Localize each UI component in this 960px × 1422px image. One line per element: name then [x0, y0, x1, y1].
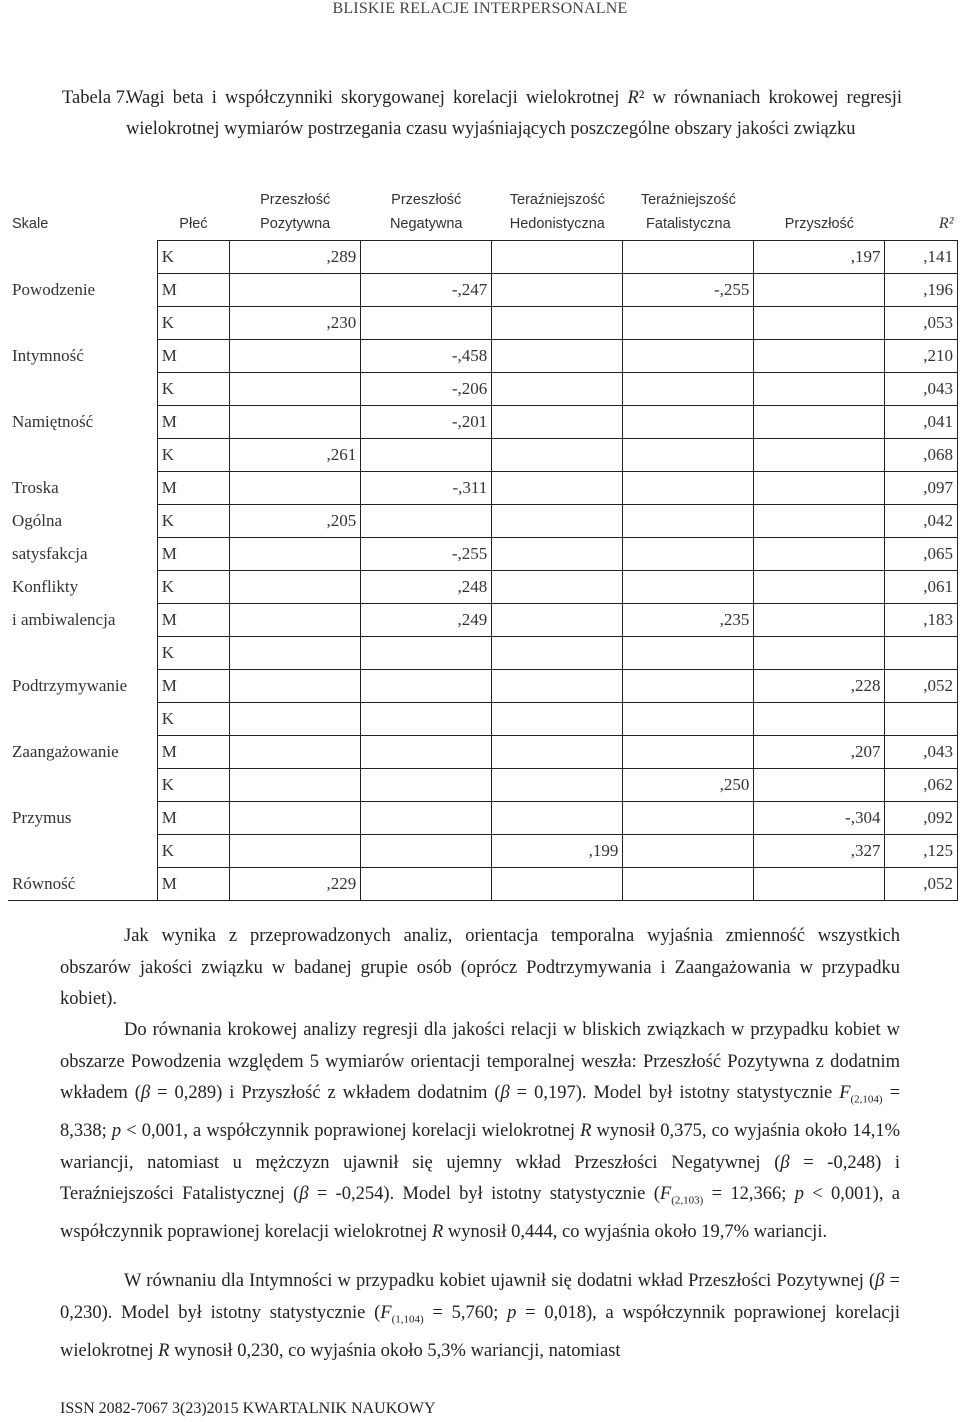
header-cell: Płeć	[179, 216, 208, 232]
value-cell	[361, 670, 492, 703]
row-label	[8, 769, 157, 802]
value-cell: ,261	[230, 439, 361, 472]
row-label: Namiętność	[12, 412, 94, 431]
value-cell	[492, 604, 623, 637]
row-label: i ambiwalencja	[12, 610, 116, 629]
paragraph-1: Jak wynika z przeprowadzonych analiz, orientacja temporalna wyjaśnia zmienność wszystkich obszarów jakości związku w badanej grupie osób (oprócz Podtrzymywania i Zaangażowania w przypadku kobiet).	[60, 926, 900, 1009]
table-row	[8, 307, 958, 340]
value-cell	[230, 637, 361, 670]
value-cell	[361, 769, 492, 802]
sex-cell: K	[157, 307, 229, 340]
value-cell	[230, 670, 361, 703]
value-cell	[623, 241, 754, 274]
value-cell	[623, 307, 754, 340]
row-label: Podtrzymywanie	[12, 676, 128, 695]
table-row	[8, 340, 958, 373]
value-cell: ,228	[754, 670, 885, 703]
sex-cell: M	[157, 274, 229, 307]
value-cell	[492, 670, 623, 703]
value-cell	[492, 538, 623, 571]
value-cell: ,042	[885, 505, 958, 538]
value-cell	[754, 373, 885, 406]
value-cell	[492, 406, 623, 439]
value-cell: ,061	[885, 571, 958, 604]
row-label: Konflikty	[12, 577, 79, 596]
value-cell	[623, 505, 754, 538]
value-cell	[623, 340, 754, 373]
header-cell: Przeszłość	[391, 192, 462, 208]
value-cell	[754, 538, 885, 571]
value-cell	[492, 637, 623, 670]
value-cell: ,183	[885, 604, 958, 637]
value-cell	[623, 439, 754, 472]
value-cell	[754, 274, 885, 307]
table-header-row-1	[8, 174, 958, 208]
sex-cell: K	[157, 439, 229, 472]
sex-cell: M	[157, 340, 229, 373]
sex-cell: K	[157, 373, 229, 406]
value-cell	[623, 637, 754, 670]
value-cell: ,043	[885, 736, 958, 769]
value-cell	[492, 307, 623, 340]
sex-cell: M	[157, 736, 229, 769]
table-row	[8, 703, 958, 736]
row-label: Przymus	[12, 808, 72, 827]
value-cell	[230, 736, 361, 769]
sex-cell: K	[157, 835, 229, 868]
table-row	[8, 670, 958, 703]
sex-cell: K	[157, 505, 229, 538]
row-label: Równość	[8, 868, 157, 901]
table-row	[8, 439, 958, 472]
value-cell	[754, 703, 885, 736]
value-cell	[492, 571, 623, 604]
regression-table	[8, 174, 958, 901]
table-row	[8, 241, 958, 274]
row-label: Intymność	[12, 346, 84, 365]
value-cell	[230, 472, 361, 505]
value-cell: ,199	[492, 835, 623, 868]
row-label	[8, 241, 157, 274]
value-cell	[492, 769, 623, 802]
header-cell: Teraźniejszość	[509, 192, 605, 208]
value-cell	[492, 472, 623, 505]
row-label: Troska	[12, 478, 59, 497]
header-cell: Przeszłość	[260, 192, 331, 208]
table-caption	[62, 83, 902, 145]
sex-cell: K	[157, 241, 229, 274]
sex-cell: M	[157, 406, 229, 439]
value-cell	[230, 406, 361, 439]
paragraph-2: Do równania krokowej analizy regresji dla jakości relacji w bliskich związkach w przypadku kobiet w obszarze Powodzenia względem 5 wymiarów orientacji temporalnej weszła: Przeszłość Pozytywna z dodatnim wkładem (β = 0,289) i Przyszłość z wkładem dodatnim (β = 0,197). Model był istotny statystycznie $F_{(2,104)} = 8,338$; p < 0,001, a współczynnik poprawionej korelacji wielokrotnej R wynosił 0,375, co wyjaśnia około 14,1% wariancji, natomiast u mężczyzn ujawnił się ujemny wkład Przeszłości Negatywnej (β = -0,248) i Teraźniejszości Fatalistycznej (β = -0,254). Model był istotny statystycznie ($F_{(2,103)} = 12,366$; p < 0,001), a współczynnik poprawionej korelacji wielokrotnej R wynosił 0,444, co wyjaśnia około 19,7% wariancji.	[60, 1020, 900, 1243]
value-cell	[885, 703, 958, 736]
header-cell: Skale	[12, 216, 49, 233]
row-label	[8, 373, 157, 406]
value-cell: ,097	[885, 472, 958, 505]
value-cell	[623, 835, 754, 868]
value-cell: -,304	[754, 802, 885, 835]
table-row	[8, 835, 958, 868]
value-cell	[361, 736, 492, 769]
value-cell	[623, 472, 754, 505]
table-row	[8, 571, 958, 604]
table-row	[8, 802, 958, 835]
value-cell: ,230	[230, 307, 361, 340]
row-label	[8, 835, 157, 868]
value-cell	[623, 703, 754, 736]
value-cell: ,250	[623, 769, 754, 802]
header-cell: Hedonistyczna	[509, 216, 605, 232]
header-cell: Fatalistyczna	[646, 216, 731, 232]
page-footer: ISSN 2082-7067 3(23)2015 KWARTALNIK NAUKOWY	[60, 1400, 436, 1417]
value-cell: ,062	[885, 769, 958, 802]
value-cell: -,247	[361, 274, 492, 307]
value-cell	[492, 241, 623, 274]
row-label	[8, 637, 157, 670]
value-cell	[623, 868, 754, 901]
table-caption-text: Wagi beta i współczynniki skorygowanej korelacji wielokrotnej R² w równaniach krokowej regresji wielokrotnej wymiarów postrzegania czasu wyjaśniających poszczególne obszary jakości związku	[126, 88, 903, 139]
value-cell: -,206	[361, 373, 492, 406]
value-cell: -,458	[361, 340, 492, 373]
value-cell: -,311	[361, 472, 492, 505]
value-cell: -,201	[361, 406, 492, 439]
value-cell	[230, 835, 361, 868]
row-label: Ogólna	[12, 511, 63, 530]
table-row	[8, 406, 958, 439]
sex-cell: M	[157, 670, 229, 703]
running-header: BLISKIE RELACJE INTERPERSONALNE	[332, 0, 628, 17]
sex-cell: K	[157, 769, 229, 802]
value-cell	[754, 769, 885, 802]
value-cell	[492, 802, 623, 835]
header-cell: Przyszłość	[784, 216, 855, 232]
value-cell: ,210	[885, 340, 958, 373]
sex-cell: M	[157, 538, 229, 571]
value-cell	[492, 703, 623, 736]
value-cell	[623, 670, 754, 703]
value-cell	[492, 274, 623, 307]
value-cell	[623, 373, 754, 406]
row-label: satysfakcja	[12, 544, 88, 563]
value-cell: ,068	[885, 439, 958, 472]
value-cell: ,207	[754, 736, 885, 769]
value-cell	[230, 373, 361, 406]
value-cell	[492, 439, 623, 472]
table-row	[8, 604, 958, 637]
value-cell	[492, 505, 623, 538]
value-cell	[754, 505, 885, 538]
row-label: Zaangażowanie	[12, 742, 119, 761]
value-cell: -,255	[623, 274, 754, 307]
header-cell: Negatywna	[389, 216, 463, 232]
value-cell	[492, 340, 623, 373]
value-cell	[754, 340, 885, 373]
value-cell	[754, 604, 885, 637]
table-row	[8, 373, 958, 406]
table-caption-label: Tabela 7.	[62, 88, 130, 108]
value-cell: ,248	[361, 571, 492, 604]
value-cell: ,041	[885, 406, 958, 439]
value-cell: ,043	[885, 373, 958, 406]
sex-cell: M	[157, 802, 229, 835]
value-cell	[361, 868, 492, 901]
value-cell	[230, 571, 361, 604]
value-cell	[754, 637, 885, 670]
header-cell: R²	[938, 215, 954, 232]
value-cell: ,196	[885, 274, 958, 307]
table-row	[8, 868, 958, 901]
value-cell: ,065	[885, 538, 958, 571]
value-cell: ,235	[623, 604, 754, 637]
value-cell	[754, 571, 885, 604]
table-row	[8, 505, 958, 538]
value-cell: ,249	[361, 604, 492, 637]
sex-cell: K	[157, 703, 229, 736]
value-cell	[230, 703, 361, 736]
value-cell	[361, 307, 492, 340]
table-row	[8, 769, 958, 802]
header-cell	[157, 174, 229, 208]
table-row	[8, 736, 958, 769]
sex-cell: M	[157, 472, 229, 505]
value-cell: ,205	[230, 505, 361, 538]
header-cell	[885, 174, 958, 208]
value-cell	[361, 637, 492, 670]
value-cell	[230, 274, 361, 307]
value-cell	[885, 637, 958, 670]
value-cell: ,053	[885, 307, 958, 340]
value-cell	[754, 439, 885, 472]
value-cell	[754, 406, 885, 439]
value-cell	[623, 406, 754, 439]
table-row	[8, 637, 958, 670]
paragraph-3: W równaniu dla Intymności w przypadku kobiet ujawnił się dodatni wkład Przeszłości Pozytywnej (β = 0,230). Model był istotny statystycznie ($F_{(1,104)} = 5,760$; p = 0,018), a współczynnik poprawionej korelacji wielokrotnej R wynosił 0,230, co wyjaśnia około 5,3% wariancji, natomiast	[60, 1271, 900, 1361]
value-cell	[230, 604, 361, 637]
value-cell	[361, 241, 492, 274]
table-body	[8, 241, 958, 901]
header-cell	[8, 174, 157, 208]
value-cell	[623, 802, 754, 835]
value-cell: ,052	[885, 868, 958, 901]
value-cell	[230, 769, 361, 802]
value-cell	[492, 373, 623, 406]
row-label	[8, 307, 157, 340]
value-cell	[623, 571, 754, 604]
value-cell: ,092	[885, 802, 958, 835]
value-cell	[230, 802, 361, 835]
value-cell	[623, 538, 754, 571]
value-cell	[361, 835, 492, 868]
value-cell	[361, 703, 492, 736]
value-cell: ,141	[885, 241, 958, 274]
value-cell: ,289	[230, 241, 361, 274]
value-cell: ,229	[230, 868, 361, 901]
sex-cell: M	[157, 868, 229, 901]
value-cell	[361, 505, 492, 538]
row-label	[8, 439, 157, 472]
sex-cell: K	[157, 637, 229, 670]
table-header-row-2	[8, 208, 958, 241]
value-cell	[492, 736, 623, 769]
value-cell	[754, 472, 885, 505]
value-cell: ,125	[885, 835, 958, 868]
value-cell: ,052	[885, 670, 958, 703]
value-cell	[492, 868, 623, 901]
table-row	[8, 274, 958, 307]
value-cell	[361, 802, 492, 835]
value-cell	[754, 868, 885, 901]
value-cell: -,255	[361, 538, 492, 571]
table-row	[8, 538, 958, 571]
value-cell	[623, 736, 754, 769]
value-cell	[754, 307, 885, 340]
table-row	[8, 472, 958, 505]
sex-cell: K	[157, 571, 229, 604]
header-cell	[754, 174, 885, 208]
header-cell: Pozytywna	[260, 216, 331, 232]
sex-cell: M	[157, 604, 229, 637]
header-cell: Teraźniejszość	[640, 192, 736, 208]
value-cell	[361, 439, 492, 472]
value-cell	[230, 340, 361, 373]
row-label	[8, 703, 157, 736]
row-label: Powodzenie	[12, 280, 96, 299]
value-cell: ,327	[754, 835, 885, 868]
value-cell: ,197	[754, 241, 885, 274]
value-cell	[230, 538, 361, 571]
